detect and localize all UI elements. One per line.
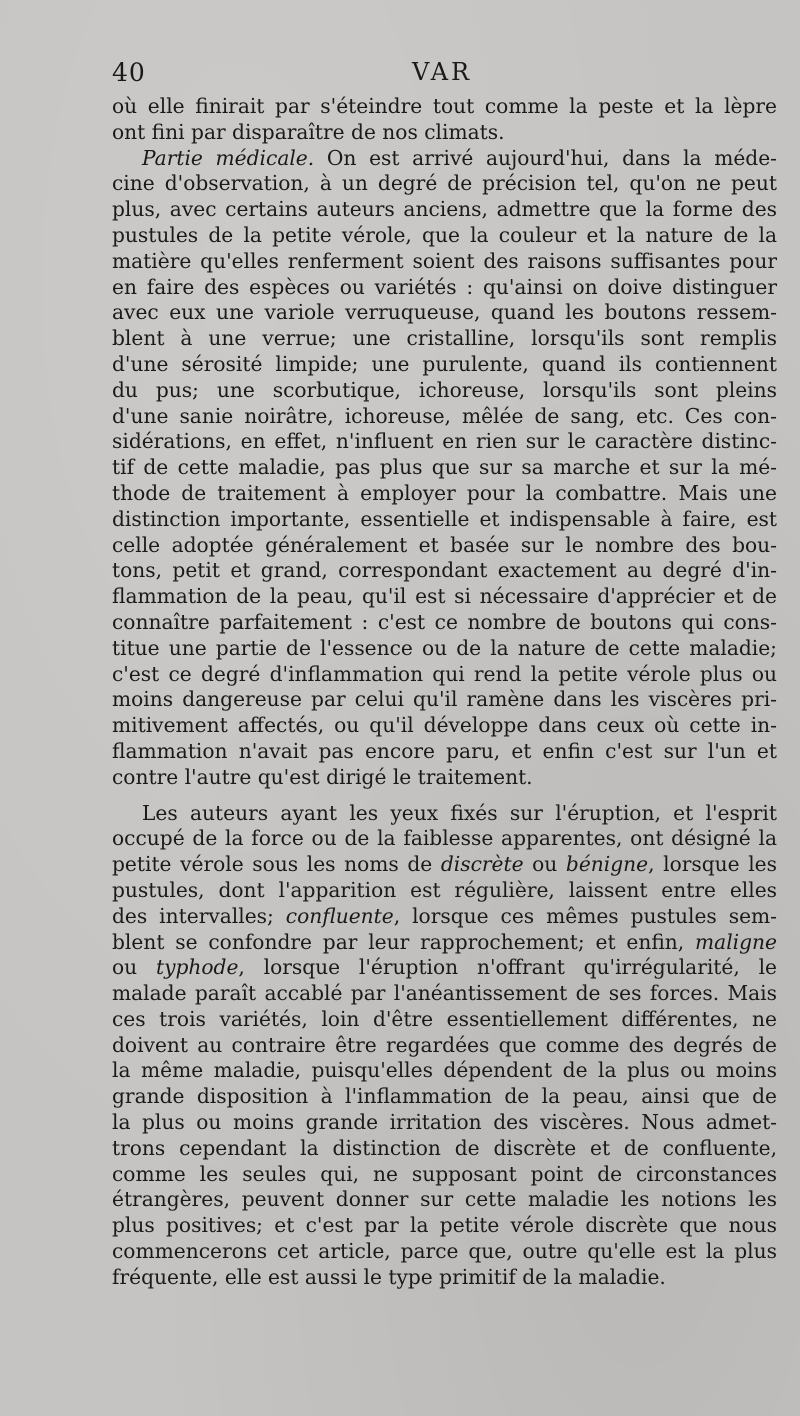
text-run: connaître parfaitement : c'est ce nombre de boutons qui cons-	[112, 609, 777, 634]
text-line	[112, 930, 777, 956]
text-line	[112, 404, 777, 430]
text-run: pustules de la petite vérole, que la couleur et la nature de la	[112, 222, 777, 247]
text-line	[112, 1058, 777, 1084]
text-run: malade paraît accablé par l'anéantissement de ses forces. Mais	[112, 981, 777, 1006]
body-text	[112, 94, 777, 1291]
text-run: plus positives; et c'est par la petite vérole discrète que nous	[112, 1213, 777, 1238]
text-line	[112, 249, 777, 275]
text-run: avec eux une variole verruqueuse, quand les boutons ressem-	[112, 300, 777, 325]
italic-term: maligne	[695, 929, 777, 954]
text-run: trons cependant la distinction de discrète et de confluente,	[112, 1135, 777, 1160]
text-run: d'une sanie noirâtre, ichoreuse, mêlée de sang, etc. Ces con-	[112, 403, 777, 428]
text-run: en faire des espèces ou variétés : qu'ainsi on doive distinguer	[112, 274, 777, 299]
text-line	[112, 1265, 777, 1291]
text-run: du pus; une scorbutique, ichoreuse, lorsqu'ils sont pleins	[112, 377, 777, 402]
text-run: ou	[112, 955, 156, 980]
text-line	[112, 765, 777, 791]
running-head: VAR	[412, 58, 473, 86]
text-line	[112, 636, 777, 662]
text-run: thode de traitement à employer pour la combattre. Mais une	[112, 480, 777, 505]
text-run: comme les seules qui, ne supposant point de circonstances	[112, 1161, 777, 1186]
text-run: où elle finirait par s'éteindre tout comme la peste et la lèpre	[112, 94, 777, 118]
text-line	[112, 352, 777, 378]
text-run: distinction importante, essentielle et indispensable à faire, est	[112, 506, 777, 531]
text-line	[112, 955, 777, 981]
paragraph-gap	[112, 791, 777, 801]
page-number: 40	[112, 58, 146, 87]
text-line	[112, 171, 777, 197]
text-run: pustules, dont l'apparition est régulière, laissent entre elles	[112, 877, 777, 902]
text-run: cine d'observation, à un degré de précision tel, qu'on ne peut	[112, 171, 777, 196]
text-line	[112, 826, 777, 852]
text-line	[112, 533, 777, 559]
text-run: grande disposition à l'inflammation de la peau, ainsi que de	[112, 1084, 777, 1109]
italic-term: bénigne	[565, 852, 649, 877]
page-header	[112, 58, 777, 90]
text-run: blent à une verrue; une cristalline, lorsqu'ils sont remplis	[112, 326, 777, 351]
text-run: On est arrivé aujourd'hui, dans la méde-	[314, 145, 778, 170]
text-run: commencerons cet article, parce que, outre qu'elle est la plus	[112, 1239, 777, 1264]
text-line	[112, 146, 777, 172]
text-line	[112, 429, 777, 455]
text-line	[112, 852, 777, 878]
text-run: ces trois variétés, loin d'être essentiellement différentes, ne	[112, 1006, 777, 1031]
text-run: fréquente, elle est aussi le type primitif de la maladie.	[112, 1264, 666, 1289]
text-line	[112, 662, 777, 688]
text-run: , lorsque l'éruption n'offrant qu'irrégularité, le	[238, 955, 777, 980]
italic-term: confluente	[285, 903, 394, 928]
text-line	[112, 584, 777, 610]
text-line	[112, 1033, 777, 1059]
text-line	[112, 904, 777, 930]
text-run: des intervalles;	[112, 903, 286, 928]
text-line	[112, 223, 777, 249]
text-line	[112, 507, 777, 533]
text-run: doivent au contraire être regardées que comme des degrés de	[112, 1032, 777, 1057]
text-line	[112, 378, 777, 404]
text-run: moins dangereuse par celui qu'il ramène dans les viscères pri-	[112, 687, 777, 712]
text-run: flammation de la peau, qu'il est si nécessaire d'apprécier et de	[112, 584, 777, 609]
section-heading-italic: Partie médicale.	[142, 145, 315, 170]
text-line	[112, 558, 777, 584]
text-line	[112, 878, 777, 904]
text-run: contre l'autre qu'est dirigé le traitement.	[112, 764, 533, 789]
text-run: la plus ou moins grande irritation des viscères. Nous admet-	[112, 1110, 777, 1135]
text-run: ou	[523, 852, 566, 877]
text-run: petite vérole sous les noms de	[112, 852, 441, 877]
text-line	[112, 455, 777, 481]
text-line	[112, 1239, 777, 1265]
text-line	[112, 1084, 777, 1110]
text-line	[112, 120, 777, 146]
text-run: plus, avec certains auteurs anciens, admettre que la forme des	[112, 197, 777, 222]
text-run: , lorsque ces mêmes pustules sem-	[393, 903, 777, 928]
text-run: Les auteurs ayant les yeux fixés sur l'éruption, et l'esprit	[142, 800, 777, 825]
text-run: la même maladie, puisqu'elles dépendent de la plus ou moins	[112, 1058, 777, 1083]
text-line	[112, 275, 777, 301]
text-line	[112, 94, 777, 120]
text-line	[112, 1110, 777, 1136]
text-run: sidérations, en effet, n'influent en rien sur le caractère distinc-	[112, 429, 777, 454]
text-line	[112, 1136, 777, 1162]
text-line	[112, 326, 777, 352]
text-line	[112, 981, 777, 1007]
text-run: celle adoptée généralement et basée sur le nombre des bou-	[112, 532, 777, 557]
text-run: d'une sérosité limpide; une purulente, quand ils contiennent	[112, 351, 777, 376]
text-run: blent se confondre par leur rapprochement; et enfin,	[112, 929, 696, 954]
italic-term: discrète	[440, 852, 524, 877]
text-line	[112, 1007, 777, 1033]
text-run: , lorsque les	[648, 852, 777, 877]
text-line	[112, 1187, 777, 1213]
text-line	[112, 1162, 777, 1188]
text-line	[112, 300, 777, 326]
text-line	[112, 687, 777, 713]
text-run: c'est ce degré d'inflammation qui rend la petite vérole plus ou	[112, 661, 777, 686]
text-run: matière qu'elles renferment soient des raisons suffisantes pour	[112, 248, 777, 273]
text-run: titue une partie de l'essence ou de la nature de cette maladie;	[112, 635, 777, 660]
text-line	[112, 1213, 777, 1239]
text-run: tons, petit et grand, correspondant exactement au degré d'in-	[112, 558, 777, 583]
text-run: étrangères, peuvent donner sur cette maladie les notions les	[112, 1187, 777, 1212]
italic-term: typhode	[155, 955, 239, 980]
text-run: tif de cette maladie, pas plus que sur sa marche et sur la mé-	[112, 455, 777, 480]
text-line	[112, 610, 777, 636]
text-line	[112, 713, 777, 739]
text-line	[112, 801, 777, 827]
text-line	[112, 481, 777, 507]
text-line	[112, 739, 777, 765]
text-run: occupé de la force ou de la faiblesse apparentes, ont désigné la	[112, 826, 777, 851]
text-run: flammation n'avait pas encore paru, et enfin c'est sur l'un et	[112, 738, 777, 763]
text-run: mitivement affectés, ou qu'il développe dans ceux où cette in-	[112, 713, 777, 738]
text-run: ont fini par disparaître de nos climats.	[112, 119, 505, 144]
text-line	[112, 197, 777, 223]
